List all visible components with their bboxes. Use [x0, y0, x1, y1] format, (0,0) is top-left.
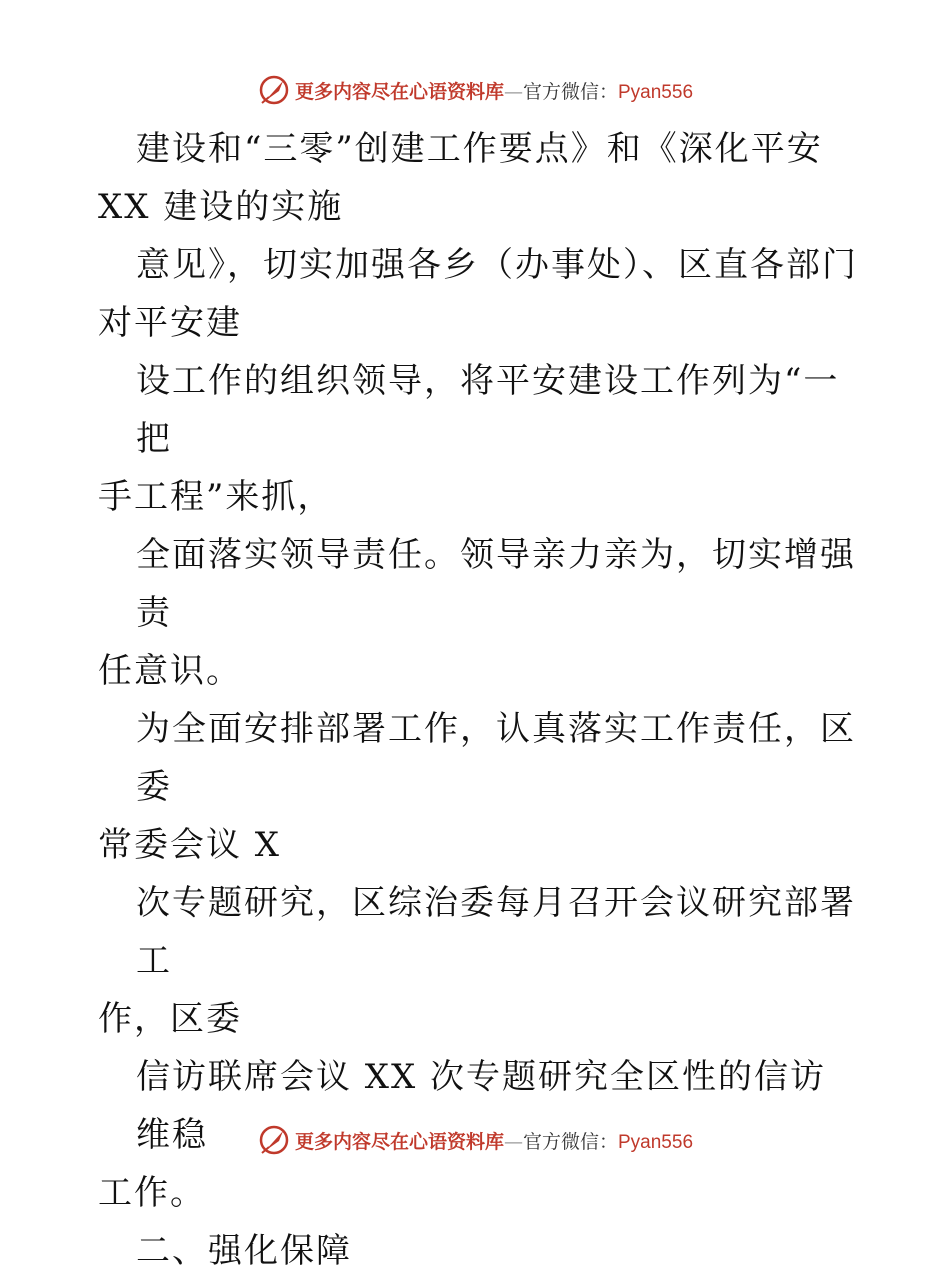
banner-text	[295, 77, 693, 104]
body-line: XX 建设的实施	[98, 187, 344, 227]
body-line: 手工程”来抓，	[98, 477, 334, 517]
section-heading: 二、强化保障	[136, 1231, 352, 1271]
body-line: 设工作的组织领导，将平安建设工作列为“一把	[136, 361, 840, 459]
banner-wechat-id: Pyan556	[618, 1131, 694, 1153]
body-line: 工作。	[98, 1173, 206, 1213]
body-line: 意见》，切实加强各乡（办事处）、区直各部门	[136, 245, 858, 285]
body-line: 作，区委	[98, 999, 242, 1039]
body-line: 信访联席会议 XX 次专题研究全区性的信访维稳	[136, 1057, 827, 1155]
footer-banner	[0, 1120, 950, 1160]
banner-main-text: 更多内容尽在心语资料库	[294, 80, 504, 103]
body-line: 次专题研究，区综治委每月召开会议研究部署工	[136, 883, 856, 981]
body-line: 常委会议 X	[98, 825, 282, 865]
header-banner	[0, 70, 950, 110]
banner-separator: —	[503, 1130, 523, 1153]
body-line: 为全面安排部署工作，认真落实工作责任，区委	[136, 709, 856, 807]
banner-text	[295, 1127, 693, 1154]
quill-circle-icon	[257, 73, 291, 107]
banner-main-text: 更多内容尽在心语资料库	[294, 1130, 504, 1153]
document-body	[98, 120, 858, 1280]
body-line: 对平安建	[98, 303, 242, 343]
body-line: 任意识。	[98, 651, 242, 691]
body-line: 建设和“三零”创建工作要点》和《深化平安	[136, 129, 823, 169]
quill-circle-icon	[257, 1123, 291, 1157]
banner-separator: —	[503, 80, 523, 103]
banner-wechat-label: 官方微信：	[522, 80, 618, 103]
body-line: 全面落实领导责任。领导亲力亲为，切实增强责	[136, 535, 856, 633]
banner-wechat-label: 官方微信：	[522, 1130, 618, 1153]
banner-wechat-id: Pyan556	[618, 81, 694, 103]
body-text	[98, 120, 858, 1280]
